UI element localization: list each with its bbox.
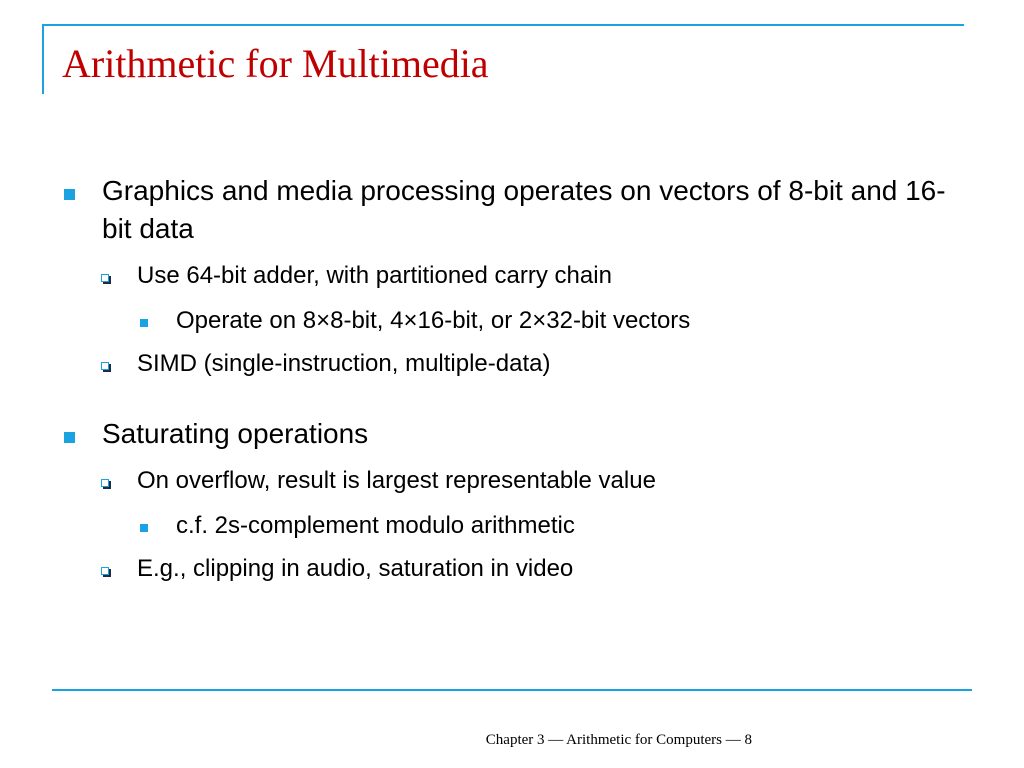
slide-body <box>62 172 962 584</box>
slide-footer: Chapter 3 — Arithmetic for Computers — 8 <box>485 732 752 748</box>
subsubbullet-text: Operate on 8×8-bit, 4×16-bit, or 2×32-bit vectors <box>176 307 691 334</box>
hollow-square-bullet-icon <box>101 479 109 487</box>
bullet-text: Saturating operations <box>102 418 369 449</box>
subsubbullet-vectors <box>62 305 962 336</box>
bullet-graphics-media <box>62 172 962 248</box>
subsubbullet-modulo <box>62 510 962 541</box>
square-bullet-icon <box>64 189 75 200</box>
subsubbullet-text: c.f. 2s-complement modulo arithmetic <box>176 512 575 539</box>
title-left-rule <box>42 24 44 94</box>
bullet-saturating <box>62 415 962 453</box>
bullet-text: Graphics and media processing operates on vectors of 8-bit and 16-bit data <box>102 175 946 244</box>
slide-title: Arithmetic for Multimedia <box>62 41 489 86</box>
footer-rule <box>52 689 972 691</box>
square-bullet-icon <box>140 319 148 327</box>
subbullet-64bit-adder <box>62 260 962 291</box>
subbullet-text: SIMD (single-instruction, multiple-data) <box>137 350 551 377</box>
subbullet-text: E.g., clipping in audio, saturation in video <box>137 555 574 582</box>
subbullet-overflow <box>62 465 962 496</box>
square-bullet-icon <box>140 524 148 532</box>
hollow-square-bullet-icon <box>101 567 109 575</box>
square-bullet-icon <box>64 432 75 443</box>
hollow-square-bullet-icon <box>101 274 109 282</box>
subbullet-clipping <box>62 553 962 584</box>
subbullet-text: On overflow, result is largest representable value <box>137 467 656 494</box>
subbullet-text: Use 64-bit adder, with partitioned carry chain <box>137 262 612 289</box>
subbullet-simd <box>62 348 962 379</box>
hollow-square-bullet-icon <box>101 362 109 370</box>
title-top-rule <box>42 24 964 26</box>
